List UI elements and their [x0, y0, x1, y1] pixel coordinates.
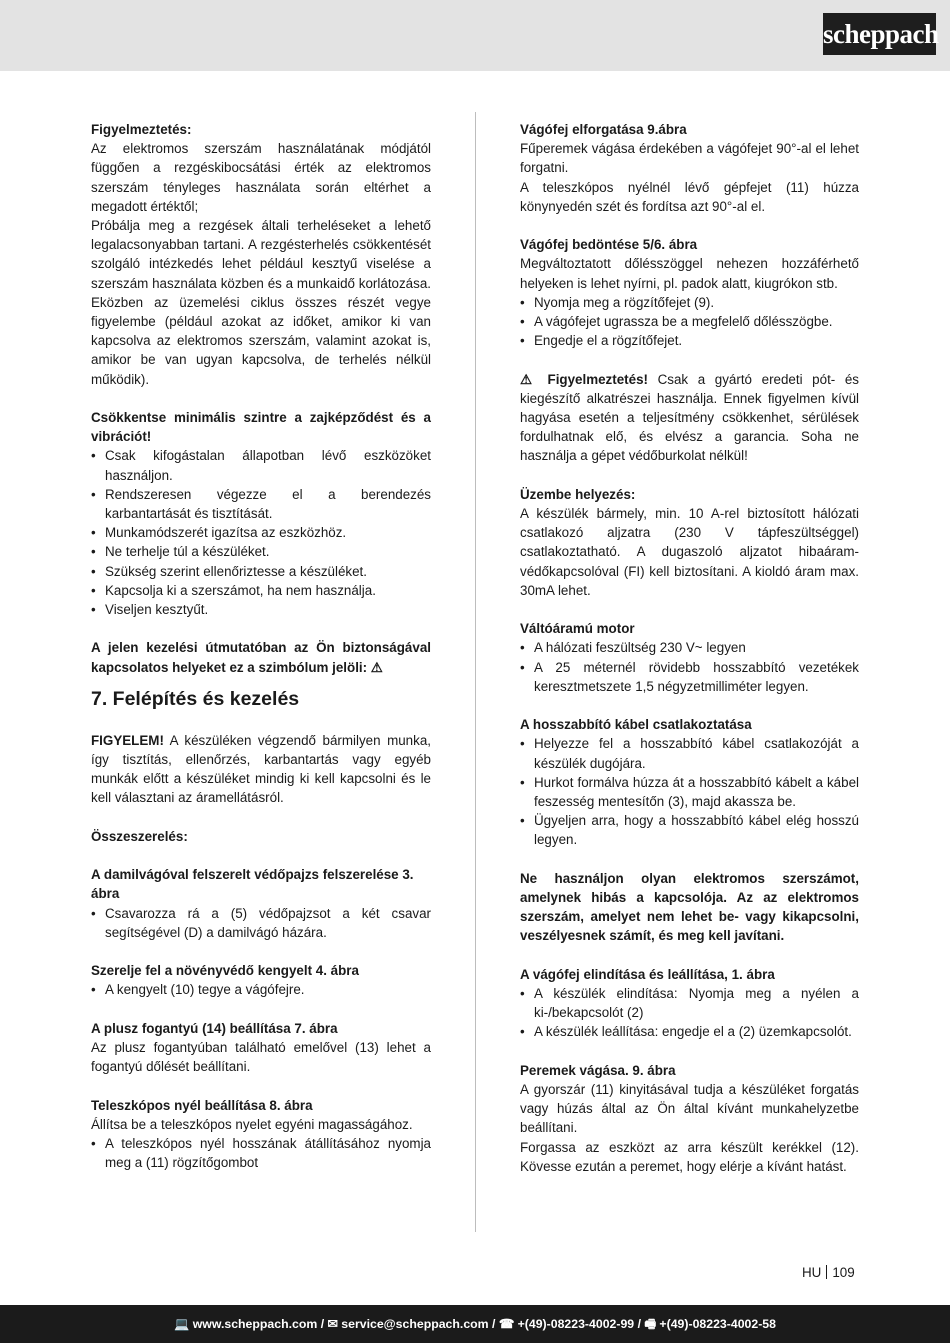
bullet-list [520, 984, 859, 1042]
bullet-list [91, 904, 431, 942]
list-item: • Kapcsolja ki a szerszámot, ha nem használja. [91, 581, 431, 600]
paragraph: A teleszkópos nyélnél lévő gépfejet (11) húzza könynyedén szét és fordítsa azt 90°-al el. [520, 179, 859, 214]
attention-paragraph [91, 731, 431, 808]
paragraph: A készülék bármely, min. 10 A-rel biztosított hálózati csatlakozó aljzatra (230 V tápfeszültséggel) csatlakoztatható. A dugaszoló aljzatot hibaáram-védőkapcsolóval (FI) kell biztosítani. A kioldó áram max. 30mA lehet. [520, 506, 859, 598]
list-item: • Rendszeresen végezze el a berendezés karbantartását és tisztítását. [91, 485, 431, 523]
paragraph: Az elektromos szerszám használatának módjától függően a rezgéskibocsátási érték az elektromos szerszám tényleges használata során eltérhet a megadott értéktől; [91, 141, 431, 214]
heading: A damilvágóval felszerelt védőpajzs felszerelése 3. ábra [91, 867, 414, 902]
left-column [91, 120, 431, 1172]
paragraph: Állítsa be a teleszkópos nyelet egyéni magasságához. [91, 1116, 413, 1132]
list-item: • A készülék leállítása: engedje el a (2) üzemkapcsolót. [520, 1022, 859, 1041]
warning-label: ⚠ Figyelmeztetés! [520, 371, 648, 387]
list-item: • Viseljen kesztyűt. [91, 600, 431, 619]
list-item: • A teleszkópos nyél hosszának átállításához nyomja meg a (11) rögzítőgombot [91, 1134, 431, 1172]
footer-bar [0, 1305, 950, 1343]
header-bar [0, 0, 950, 71]
right-column [520, 120, 859, 1176]
heading: A vágófej elindítása és leállítása, 1. ábra [520, 966, 775, 982]
list-item: • Helyezze fel a hosszabbító kábel csatlakozóját a készülék dugójára. [520, 734, 859, 772]
heading: A plusz fogantyú (14) beállítása 7. ábra [91, 1020, 338, 1036]
heading: Peremek vágása. 9. ábra [520, 1062, 676, 1078]
list-item: • Csak kifogástalan állapotban lévő eszközöket használjon. [91, 446, 431, 484]
list-item: • Munkamódszerét igazítsa az eszközhöz. [91, 523, 431, 542]
list-item: • A kengyelt (10) tegye a vágófejre. [91, 980, 431, 999]
paragraph: Forgassa az eszközt az arra készült kerékkel (12). Kövesse ezután a peremet, hogy elérje a kívánt hatást. [520, 1139, 859, 1174]
heading: Vágófej elforgatása 9.ábra [520, 122, 687, 137]
heading: Összeszerelés: [91, 828, 188, 844]
section-title: 7. Felépítés és kezelés [91, 687, 300, 710]
bullet-list [91, 980, 431, 999]
list-item: • Ne terhelje túl a készüléket. [91, 542, 431, 561]
list-item: • Hurkot formálva húzza át a hosszabbító kábelt a kábel feszesség mentesítőn (3), majd akassza be. [520, 773, 859, 811]
list-item: • Nyomja meg a rögzítőfejet (9). [520, 293, 859, 312]
safety-symbol-note: A jelen kezelési útmutatóban az Ön biztonságával kapcsolatos helyeket ez a szimbólum jelöli: ⚠ [91, 640, 431, 675]
warning-paragraph [520, 370, 859, 466]
bullet-list [520, 293, 859, 351]
bullet-list [520, 638, 859, 696]
heading: A hosszabbító kábel csatlakoztatása [520, 717, 752, 733]
list-item: • Csavarozza rá a (5) védőpajzsot a két csavar segítségével (D) a damilvágó házára. [91, 904, 431, 942]
warning-text: Csak a gyártó eredeti pót- és kiegészítő alkatrészei használja. Ennek figyelmen kívül hagyása esetén a teljesítmény csökkenhet, sérülések fordulhatnak elő, és elvész a garancia. Soha ne használja a gépet védőburkolat nélkül! [520, 371, 860, 464]
list-item: • Ügyeljen arra, hogy a hosszabbító kábel elég hosszú legyen. [520, 811, 859, 849]
paragraph: Fűperemek vágása érdekében a vágófejet 90°-al el lehet forgatni. [520, 141, 859, 176]
bullet-list [91, 446, 431, 619]
heading: Vágófej bedöntése 5/6. ábra [520, 237, 698, 253]
language-code: HU [802, 1265, 822, 1280]
page-number-separator [826, 1265, 827, 1279]
scheppach-logo: scheppach [823, 13, 936, 55]
footer-contact-text: 💻 www.scheppach.com / ✉ service@scheppach.com / ☎ +(49)-08223-4002-99 / 🖷 +(49)-08223-4002-58 [173, 1317, 776, 1331]
list-item: • A készülék elindítása: Nyomja meg a nyélen a ki-/bekapcsolót (2) [520, 984, 859, 1022]
heading: Csökkentse minimális szintre a zajképződést és a vibrációt! [91, 410, 431, 445]
column-divider [475, 112, 476, 1232]
bullet-list [520, 734, 859, 849]
paragraph: Az plusz fogantyúban található emelővel (13) lehet a fogantyú dőlését beállítani. [91, 1040, 431, 1075]
attention-label: FIGYELEM! [91, 732, 164, 748]
list-item: • Szükség szerint ellenőriztesse a készüléket. [91, 562, 431, 581]
list-item: • Engedje el a rögzítőfejet. [520, 331, 859, 350]
paragraph: A gyorszár (11) kinyitásával tudja a készüléket forgatás vagy húzás által az Ön által kívánt munkahelyzetbe beállítani. [520, 1082, 859, 1136]
list-item: • A hálózati feszültség 230 V~ legyen [520, 638, 859, 657]
bullet-list [91, 1134, 431, 1172]
paragraph: Próbálja meg a rezgések általi terheléseket a lehető legalacsonyabban tartani. A rezgésterhelés csökkentését szolgáló intézkedés lehet például kesztyű viselése a szerszám használata közben és a munkaidő korlátozása. Eközben az üzemelési ciklus összes részét vegye figyelembe (például azokat az időket, amikor ki van kapcsolva az elektromos szerszám, valamint azokat is, amikor be van ugyan kapcsolva, de terhelés nélkül működik). [91, 218, 431, 387]
page-number [802, 1265, 855, 1280]
page-number-value: 109 [832, 1265, 855, 1280]
list-item: • A 25 méternél rövidebb hosszabbító vezetékek keresztmetszete 1,5 négyzetmilliméter legyen. [520, 658, 859, 696]
heading: Figyelmeztetés: [91, 122, 192, 137]
heading: Szerelje fel a növényvédő kengyelt 4. ábra [91, 963, 359, 979]
safety-note: Ne használjon olyan elektromos szerszámot, amelynek hibás a kapcsolója. Az az elektromos szerszám, amelyet nem lehet be- vagy kikapcsolni, veszélyesnek számít, és meg kell javítani. [520, 870, 859, 944]
heading: Teleszkópos nyél beállítása 8. ábra [91, 1097, 313, 1113]
attention-text: A készüléken végzendő bármilyen munka, így tisztítás, ellenőrzés, karbantartás vagy egyéb munkák előtt a készüléket mindig ki kell kapcsolni és le kell választani az áramellátásról. [91, 732, 431, 806]
heading: Váltóáramú motor [520, 621, 635, 637]
list-item: • A vágófejet ugrassza be a megfelelő dőlésszögbe. [520, 312, 859, 331]
heading: Üzembe helyezés: [520, 486, 636, 502]
paragraph: Megváltoztatott dőlésszöggel nehezen hozzáférhető helyeken is lehet nyírni, pl. padok alatt, kiugrókon stb. [520, 256, 859, 291]
